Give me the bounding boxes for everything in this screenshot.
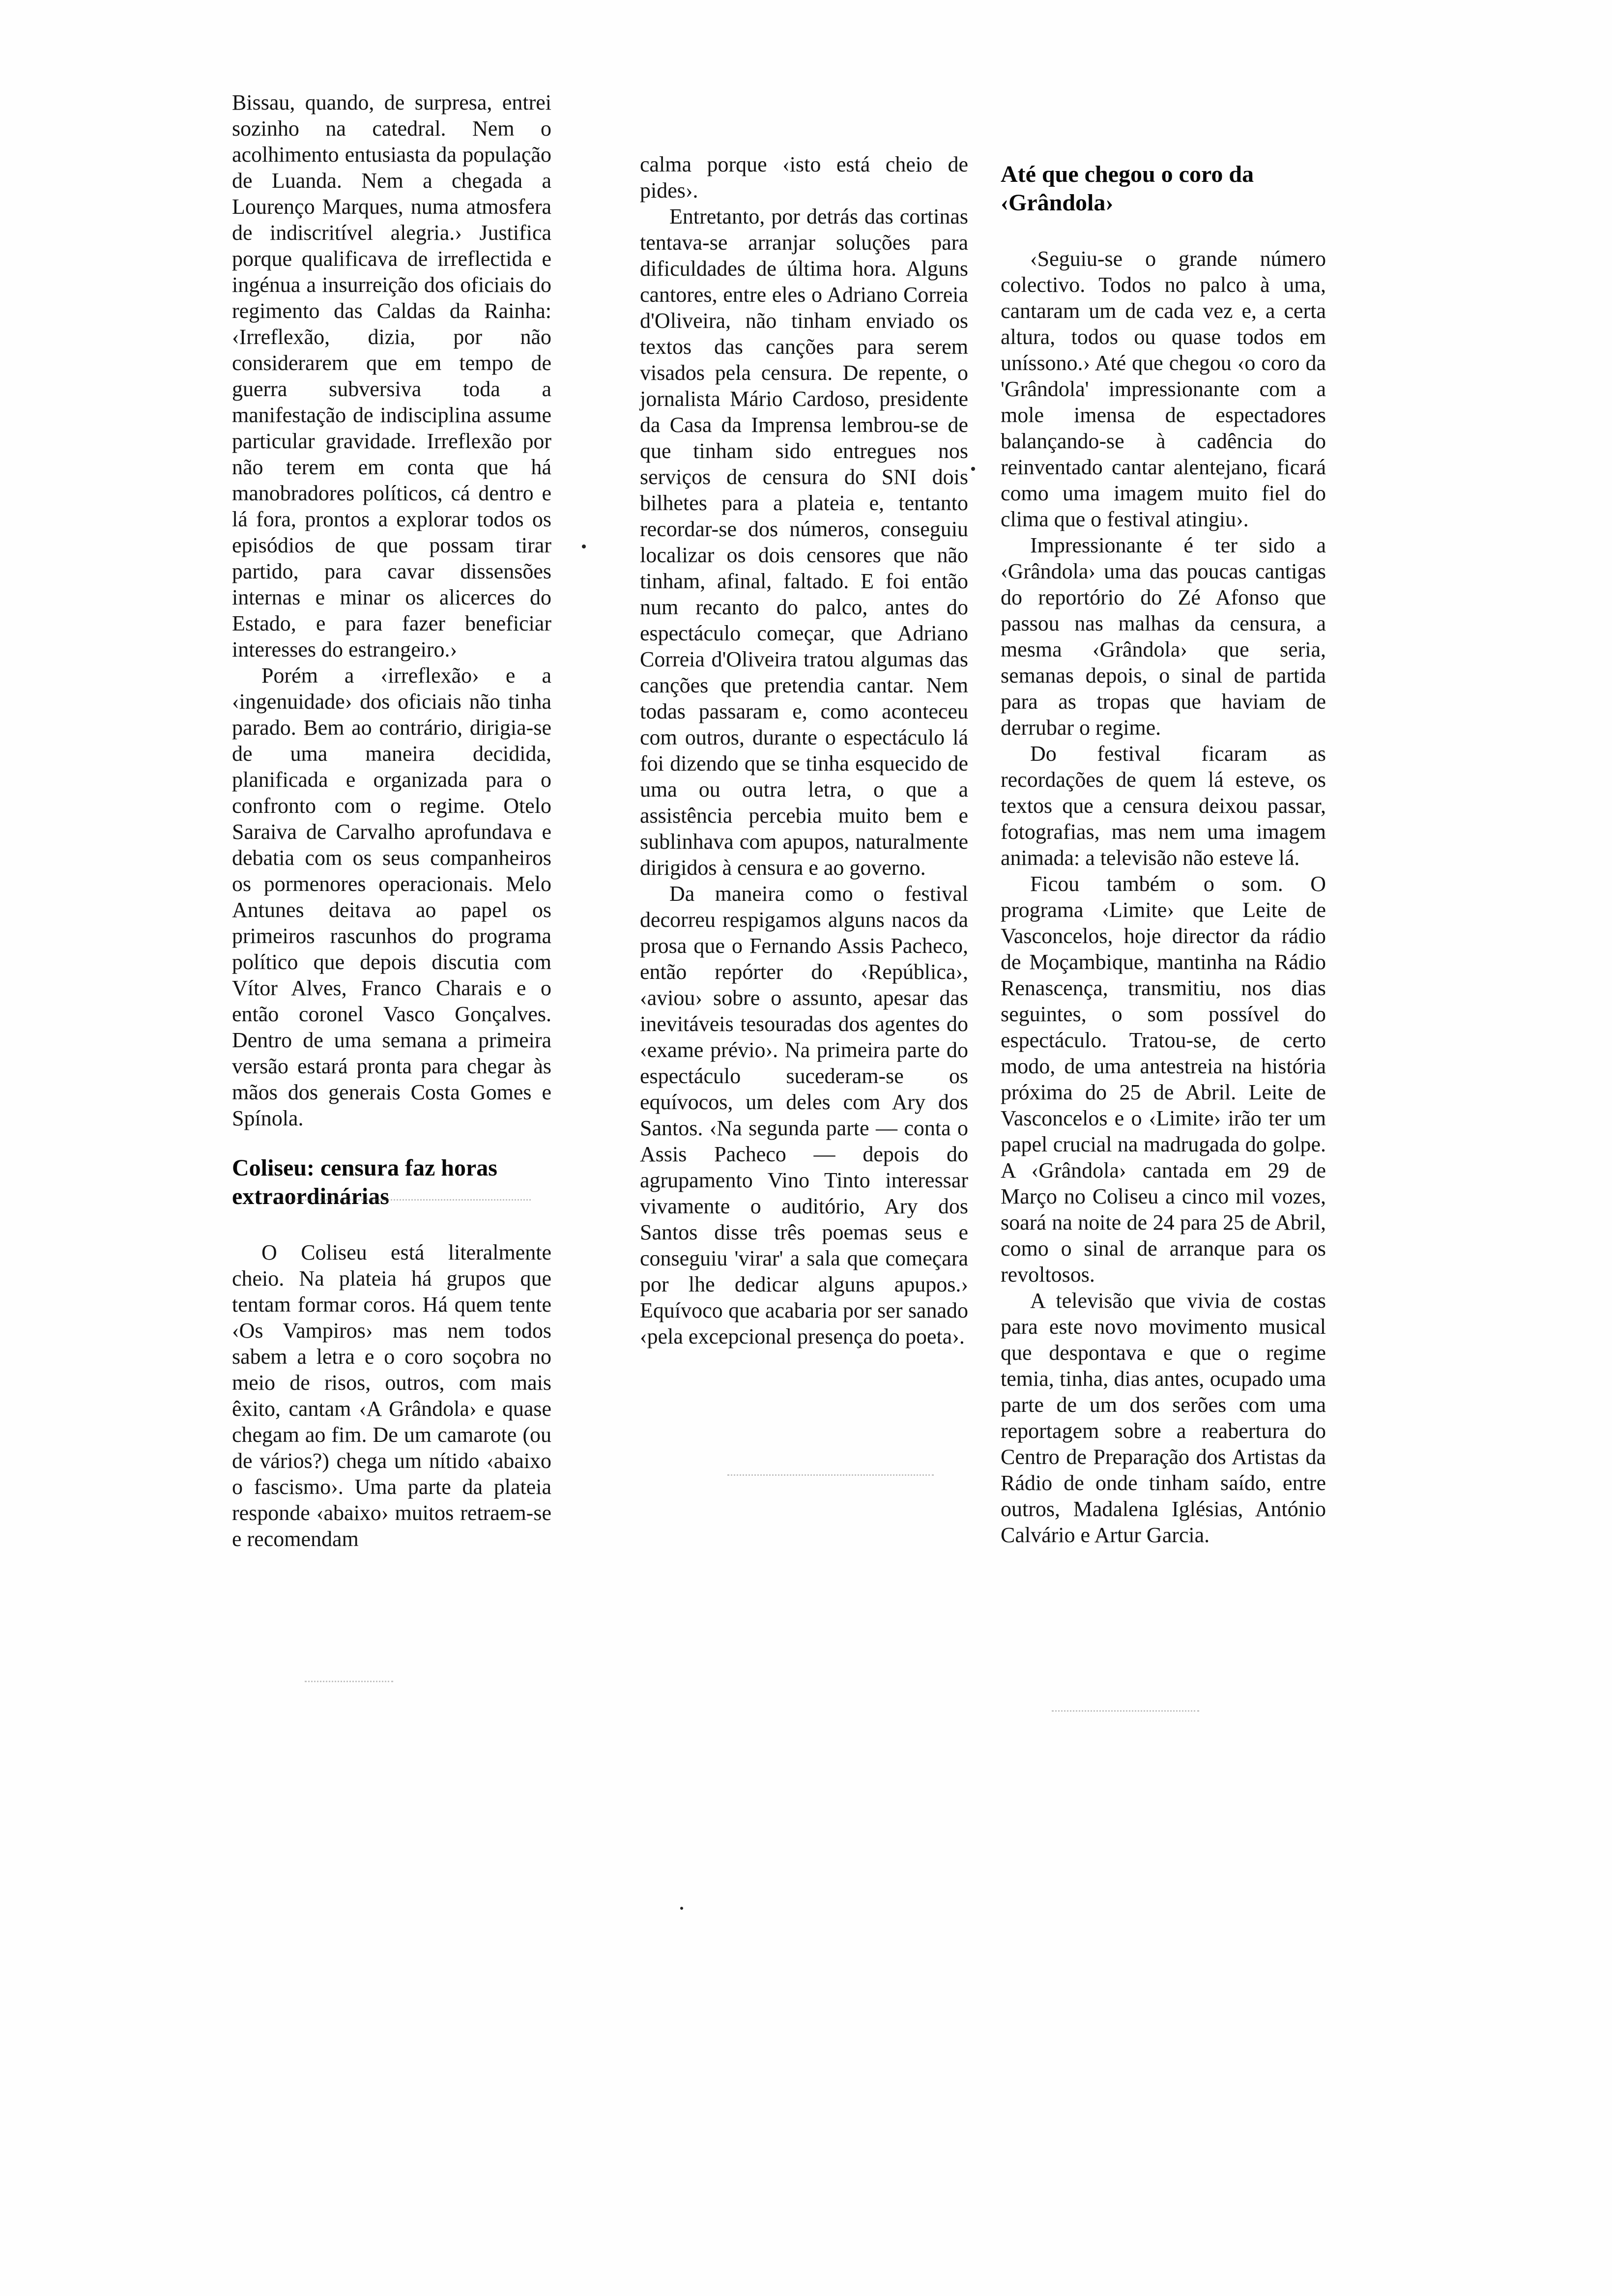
scan-artifact bbox=[971, 467, 975, 471]
paragraph: ‹Seguiu-se o grande número colectivo. Todos no palco à uma, cantaram um de cada vez e, a certa altura, todos ou quase todos em uníssono.› Até que chegou ‹o coro da 'Grândola' impressionante com a mole imensa de espectadores balançando-se à cadência do reinventado cantar alentejano, ficará como uma imagem muito fiel do clima que o festival atingiu›. bbox=[1001, 247, 1326, 531]
scan-artifact bbox=[680, 1907, 683, 1910]
section-heading-coliseu: Coliseu: censura faz horas extraordinárias bbox=[232, 1155, 497, 1209]
paragraph: Ficou também o som. O programa ‹Limite› que Leite de Vasconcelos, hoje director da rádio de Moçambique, mantinha na Rádio Renascença, transmitiu, nos dias seguintes, o som possível do espectáculo. Tratou-se, de certo modo, de uma antestreia na história próxima do 25 de Abril. Leite de Vasconcelos e o ‹Limite› irão ter um papel crucial na madrugada do golpe. A ‹Grândola› cantada em 29 de Março no Coliseu a cinco mil vozes, soará na noite de 24 para 25 de Abril, como o sinal de arranque para os revoltosos. bbox=[1001, 872, 1326, 1287]
paragraph: Da maneira como o festival decorreu respigamos alguns nacos da prosa que o Fernando Assis Pacheco, então repórter do ‹República›, ‹aviou› sobre o assunto, apesar das inevitáveis tesouradas dos agentes do ‹exame prévio›. Na primeira parte do espectáculo sucederam-se os equívocos, um deles com Ary dos Santos. ‹Na segunda parte — conta o Assis Pacheco — depois do agrupamento Vino Tinto interessar vivamente o auditório, Ary dos Santos disse três poemas seus e conseguiu 'virar' a sala que começara por lhe dedicar alguns apupos.› Equívoco que acabaria por ser sanado ‹pela excepcional presença do poeta›. bbox=[640, 882, 968, 1349]
scan-artifact bbox=[305, 1681, 393, 1685]
paragraph: A televisão que vivia de costas para este novo movimento musical que despontava e que o regime temia, tinha, dias antes, ocupado uma parte de um dos serões com uma reportagem sobre a reabertura do Centro de Preparação dos Artistas da Rádio de onde tinham saído, entre outros, Madalena Iglésias, António Calvário e Artur Garcia. bbox=[1001, 1289, 1326, 1547]
scan-artifact bbox=[275, 1199, 531, 1204]
article-column-2 bbox=[640, 151, 968, 1349]
paragraph: calma porque ‹isto está cheio de pides›. bbox=[640, 152, 968, 202]
paragraph: Entretanto, por detrás das cortinas tentava-se arranjar soluções para dificuldades de última hora. Alguns cantores, entre eles o Adriano Correia d'Oliveira, não tinham enviado os textos das canções para serem visados pela censura. De repente, o jornalista Mário Cardoso, presidente da Casa da Imprensa lembrou-se de que tinham sido entregues nos serviços de censura do SNI dois bilhetes para a plateia e, tentanto recordar-se dos números, conseguiu localizar os dois censores que não tinham, afinal, faltado. E foi então num recanto do palco, antes do espectáculo começar, que Adriano Correia d'Oliveira tratou algumas das canções que pretendia cantar. Nem todas passaram e, como aconteceu com outros, durante o espectáculo lá foi dizendo que se tinha esquecido de uma ou outra letra, o que a assistência percebia muito bem e sublinhava com apupos, naturalmente dirigidos à censura e ao governo. bbox=[640, 204, 968, 880]
paragraph: Porém a ‹irreflexão› e a ‹ingenuidade› dos oficiais não tinha parado. Bem ao contrário, dirigia-se de uma maneira decidida, planificada e organizada para o confronto com o regime. Otelo Saraiva de Carvalho aprofundava e debatia com os seus companheiros os pormenores operacionais. Melo Antunes deitava ao papel os primeiros rascunhos do programa político que depois discutia com Vítor Alves, Franco Charais e o então coronel Vasco Gonçalves. Dentro de uma semana a primeira versão estará pronta para chegar às mãos dos generais Costa Gomes e Spínola. bbox=[232, 663, 551, 1130]
scan-artifact bbox=[727, 1474, 934, 1479]
article-column-1 bbox=[232, 89, 551, 1552]
scan-artifact bbox=[582, 545, 586, 548]
paragraph: O Coliseu está literalmente cheio. Na plateia há grupos que tentam formar coros. Há quem tente ‹Os Vampiros› mas nem todos sabem a letra e o coro soçobra no meio de risos, outros, com mais êxito, cantam ‹A Grândola› e quase chegam ao fim. De um camarote (ou de vários?) chega um nítido ‹abaixo o fascismo›. Uma parte da plateia responde ‹abaixo› muitos retraem-se e recomendam bbox=[232, 1240, 551, 1551]
paragraph: Do festival ficaram as recordações de quem lá esteve, os textos que a censura deixou passar, fotografias, mas nem uma imagem animada: a televisão não esteve lá. bbox=[1001, 742, 1326, 870]
paragraph: Impressionante é ter sido a ‹Grândola› uma das poucas cantigas do reportório do Zé Afonso que passou nas malhas da censura, a mesma ‹Grândola› que seria, semanas depois, o sinal de partida para as tropas que haviam de derrubar o regime. bbox=[1001, 533, 1326, 740]
article-column-3 bbox=[1001, 160, 1326, 1548]
paragraph: Bissau, quando, de surpresa, entrei sozinho na catedral. Nem o acolhimento entusiasta da população de Luanda. Nem a chegada a Lourenço Marques, numa atmosfera de indiscritível alegria.› Justifica porque qualificava de irreflectida e ingénua a insurreição dos oficiais do regimento das Caldas da Rainha: ‹Irreflexão, dizia, por não considerarem que em tempo de guerra subversiva toda a manifestação de indisciplina assume particular gravidade. Irreflexão por não terem em conta que há manobradores políticos, cá dentro e lá fora, prontos a explorar todos os episódios de que possam tirar partido, para cavar dissensões internas e minar os alicerces do Estado, e para fazer beneficiar interesses do estrangeiro.› bbox=[232, 90, 551, 661]
scan-artifact bbox=[1052, 1710, 1199, 1715]
section-heading-grandola: Até que chegou o coro da ‹Grândola› bbox=[1001, 161, 1254, 216]
